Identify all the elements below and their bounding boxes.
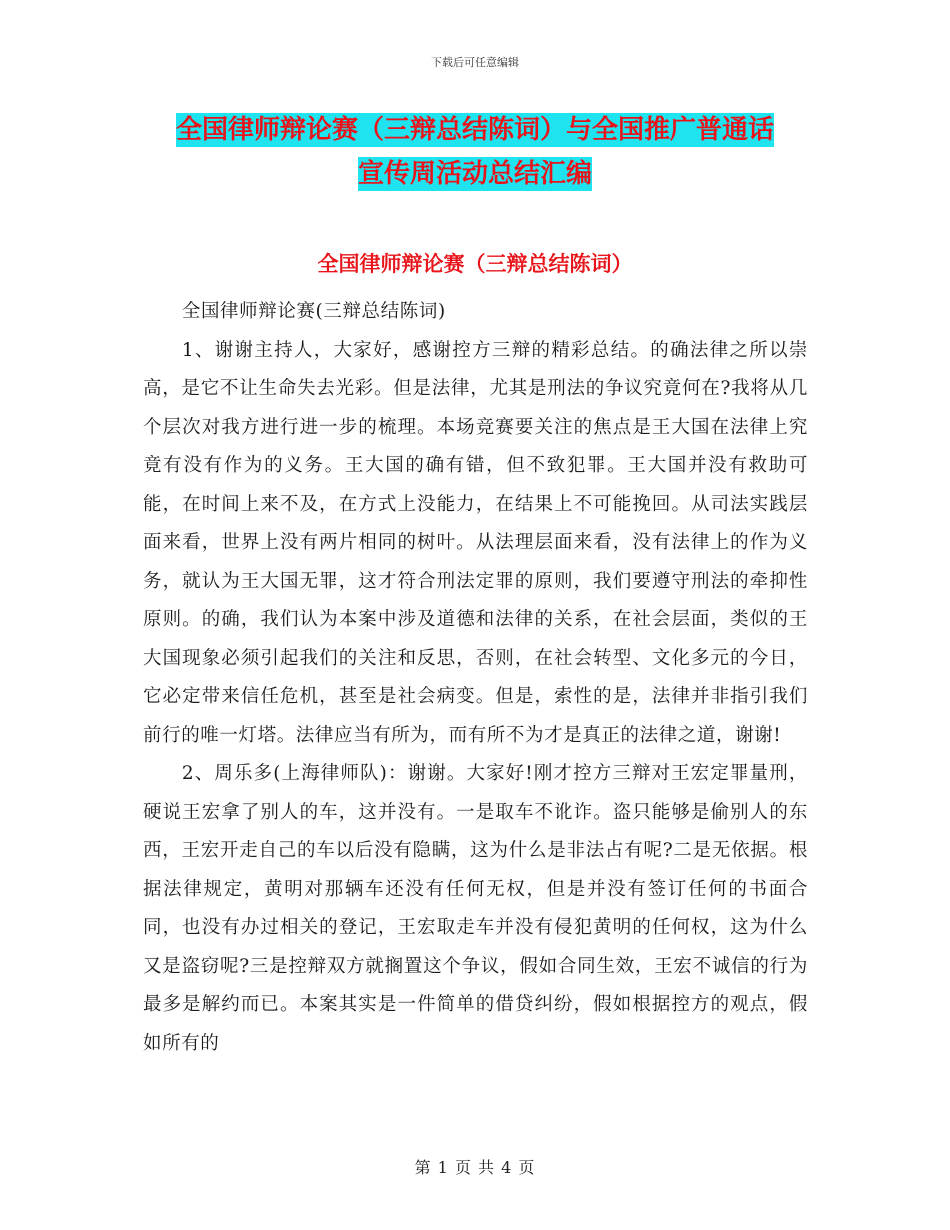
document-title-text-2: 宣传周活动总结汇编 [357, 159, 592, 189]
document-title-text-1: 全国律师辩论赛（三辩总结陈词）与全国推广普通话 [175, 115, 774, 145]
paragraph-2: 2、周乐多(上海律师队)：谢谢。大家好!刚才控方三辩对王宏定罪量刑，硬说王宏拿了别人的车，这并没有。一是取车不讹诈。盗只能够是偷别人的东西，王宏开走自己的车以后没有隐瞒，这为什么是非法占有呢?二是无依据。根据法律规定，黄明对那辆车还没有任何无权，但是并没有签订任何的书面合同，也没有办过相关的登记，王宏取走车并没有侵犯黄明的任何权，这为什么又是盗窃呢?三是控辩双方就搁置这个争议，假如合同生效，王宏不诚信的行为最多是解约而已。本案其实是一件简单的借贷纠纷，假如根据控方的观点，假如所有的 [143, 763, 808, 1054]
document-body [143, 293, 808, 1063]
section-title: 全国律师辩论赛（三辩总结陈词） [317, 252, 633, 276]
header-note: 下载后可任意编辑 [431, 56, 519, 69]
document-title-line-1 [0, 113, 950, 147]
paragraph-subtitle: 全国律师辩论赛(三辩总结陈词) [181, 301, 446, 322]
page-number: 第 1 页 共 4 页 [414, 1158, 536, 1177]
document-title-line-2 [0, 157, 950, 191]
paragraph-1: 1、谢谢主持人，大家好，感谢控方三辩的精彩总结。的确法律之所以崇高，是它不让生命失去光彩。但是法律，尤其是刑法的争议究竟何在?我将从几个层次对我方进行进一步的梳理。本场竞赛要关注的焦点是王大国在法律上究竟有没有作为的义务。王大国的确有错，但不致犯罪。王大国并没有救助可能，在时间上来不及，在方式上没能力，在结果上不可能挽回。从司法实践层面来看，世界上没有两片相同的树叶。从法理层面来看，没有法律上的作为义务，就认为王大国无罪，这才符合刑法定罪的原则，我们要遵守刑法的牵抑性原则。的确，我们认为本案中涉及道德和法律的关系，在社会层面，类似的王大国现象必须引起我们的关注和反思，否则，在社会转型、文化多元的今日，它必定带来信任危机，甚至是社会病变。但是，索性的是，法律并非指引我们前行的唯一灯塔。法律应当有所为，而有所不为才是真正的法律之道，谢谢! [143, 339, 808, 746]
